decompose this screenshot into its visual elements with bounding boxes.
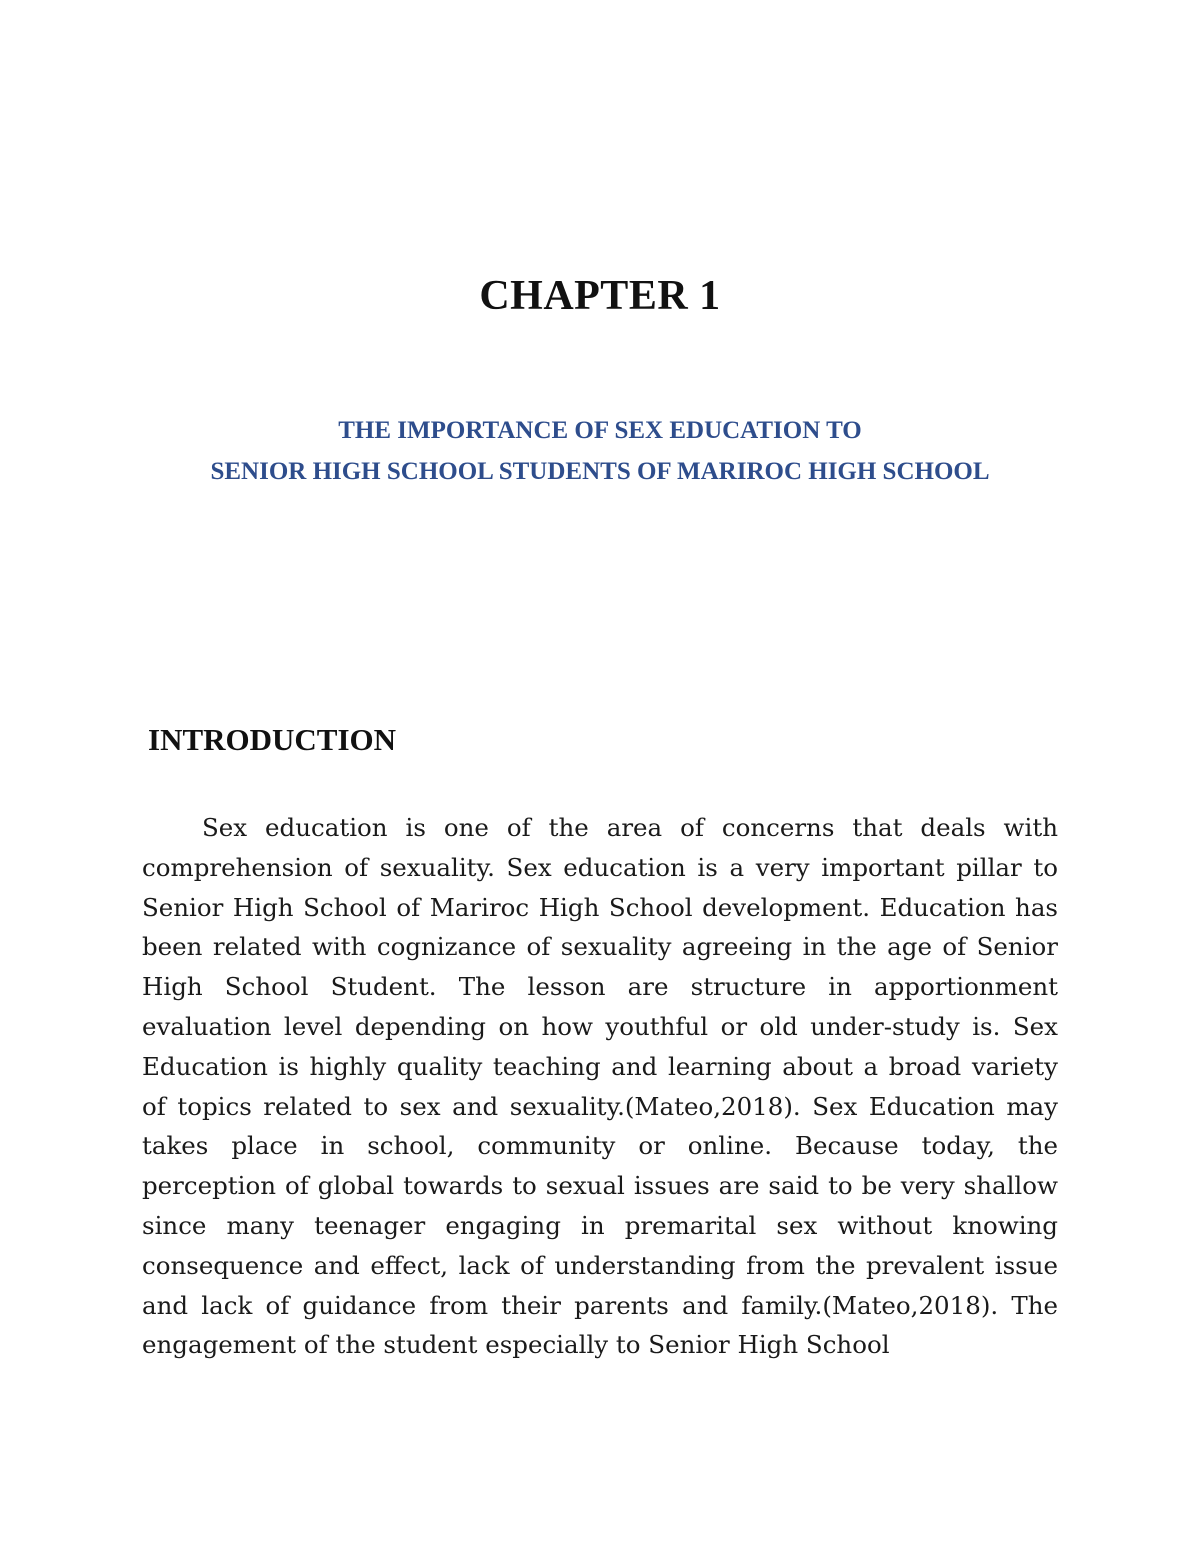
chapter-heading: CHAPTER 1	[479, 273, 721, 319]
thesis-title-line-2: SENIOR HIGH SCHOOL STUDENTS OF MARIROC HIGH SCHOOL	[210, 458, 990, 485]
introduction-paragraph-text: Sex education is one of the area of concerns that deals with comprehension of sexuality. Sex education is a very important pillar to Senior High School of Mariroc High School development. Education has been related with cognizance of sexuality agreeing in the age of Senior High School Student. The lesson are structure in apportionment evaluation level depending on how youthful or old under-study is. Sex Education is highly quality teaching and learning about a broad variety of topics related to sex and sexuality.(Mateo,2018). Sex Education may takes place in school, community or online. Because today, the perception of global towards to sexual issues are said to be very shallow since many teenager engaging in premarital sex without knowing consequence and effect, lack of understanding from the prevalent issue and lack of guidance from their parents and family.(Mateo,2018). The engagement of the student especially to Senior High School	[142, 813, 1058, 1360]
thesis-title	[0, 410, 1200, 492]
section-heading-introduction: INTRODUCTION	[148, 722, 397, 757]
thesis-title-line-1: THE IMPORTANCE OF SEX EDUCATION TO	[338, 417, 862, 444]
introduction-paragraph	[142, 808, 1058, 1365]
